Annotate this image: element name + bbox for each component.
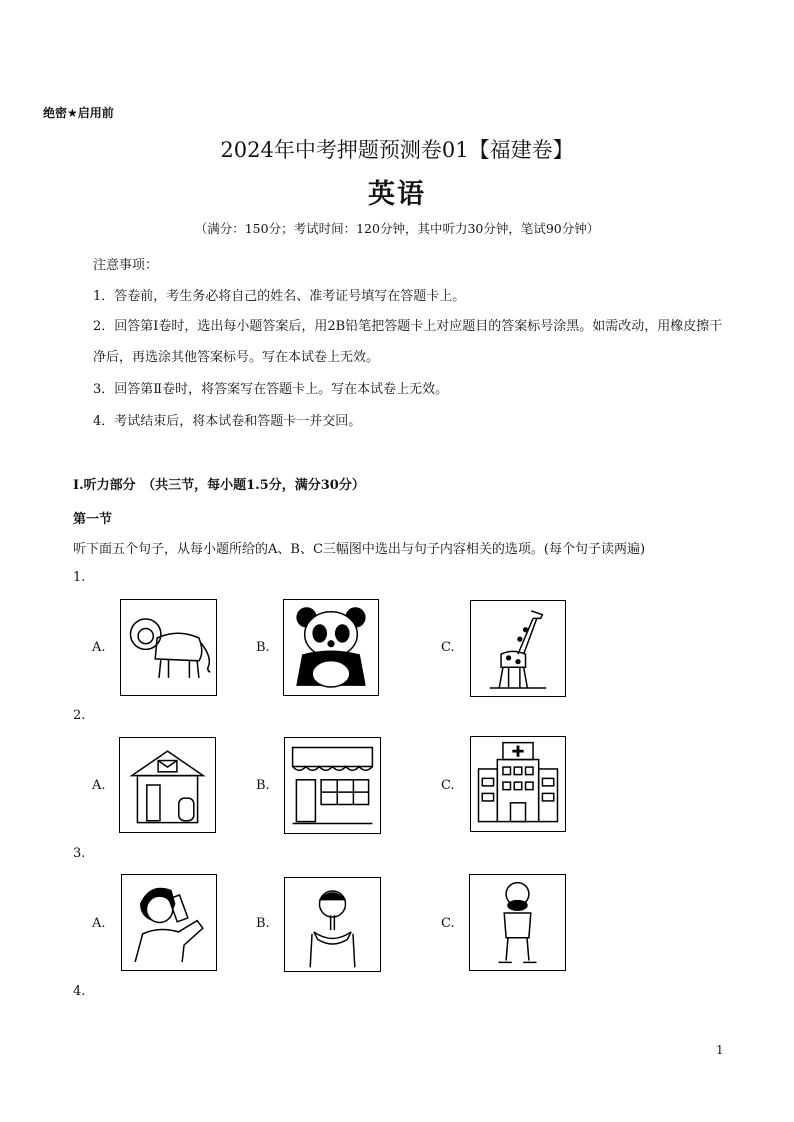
subject-title: 英语 xyxy=(368,179,426,210)
option-label: A. xyxy=(92,778,106,793)
boy-eating-noodles-icon[interactable] xyxy=(284,877,381,972)
question-number: 2. xyxy=(73,708,86,723)
instruction: 听下面五个句子，从每小题所给的A、B、C三幅图中选出与句子内容相关的选项。(每个句子读两遍) xyxy=(73,542,646,557)
part-title: 第一节 xyxy=(73,512,113,527)
section-title: I.听力部分 （共三节，每小题1.5分，满分30分） xyxy=(73,478,365,493)
boy-eating-burger-icon[interactable] xyxy=(469,874,566,971)
option-label: B. xyxy=(256,916,270,931)
option-label: C. xyxy=(441,778,455,793)
panda-icon[interactable] xyxy=(283,599,379,696)
note-item: 2．回答第Ⅰ卷时，选出每小题答案后，用2B铅笔把答题卡上对应题目的答案标号涂黑。如需改动，用橡皮擦干净后，再选涂其他答案标号。写在本试卷上无效。 xyxy=(93,319,723,365)
notes-heading: 注意事项： xyxy=(93,258,159,273)
giraffe-icon[interactable] xyxy=(470,600,566,697)
option-label: B. xyxy=(256,778,270,793)
note-item: 3．回答第Ⅱ卷时，将答案写在答题卡上。写在本试卷上无效。 xyxy=(93,382,449,397)
page-number: 1 xyxy=(716,1043,724,1057)
shop-icon[interactable] xyxy=(284,737,381,834)
option-label: C. xyxy=(441,916,455,931)
exam-meta: （满分：150分；考试时间：120分钟，其中听力30分钟，笔试90分钟） xyxy=(194,221,600,236)
secret-mark: 绝密★启用前 xyxy=(43,106,114,120)
option-label: A. xyxy=(92,640,106,655)
note-item: 4．考试结束后，将本试卷和答题卡一并交回。 xyxy=(93,414,362,429)
note-item: 1．答卷前，考生务必将自己的姓名、准考证号填写在答题卡上。 xyxy=(93,289,466,304)
question-number: 1. xyxy=(73,570,86,585)
question-number: 3. xyxy=(73,846,86,861)
option-label: C. xyxy=(441,640,455,655)
post-office-icon[interactable] xyxy=(119,737,216,833)
lion-icon[interactable] xyxy=(120,599,217,696)
boy-drinking-icon[interactable] xyxy=(121,874,217,971)
question-number: 4. xyxy=(73,984,86,999)
option-label: B. xyxy=(256,640,270,655)
hospital-icon[interactable] xyxy=(470,736,566,832)
option-label: A. xyxy=(92,916,106,931)
exam-title: 2024年中考押题预测卷01【福建卷】 xyxy=(220,138,574,162)
